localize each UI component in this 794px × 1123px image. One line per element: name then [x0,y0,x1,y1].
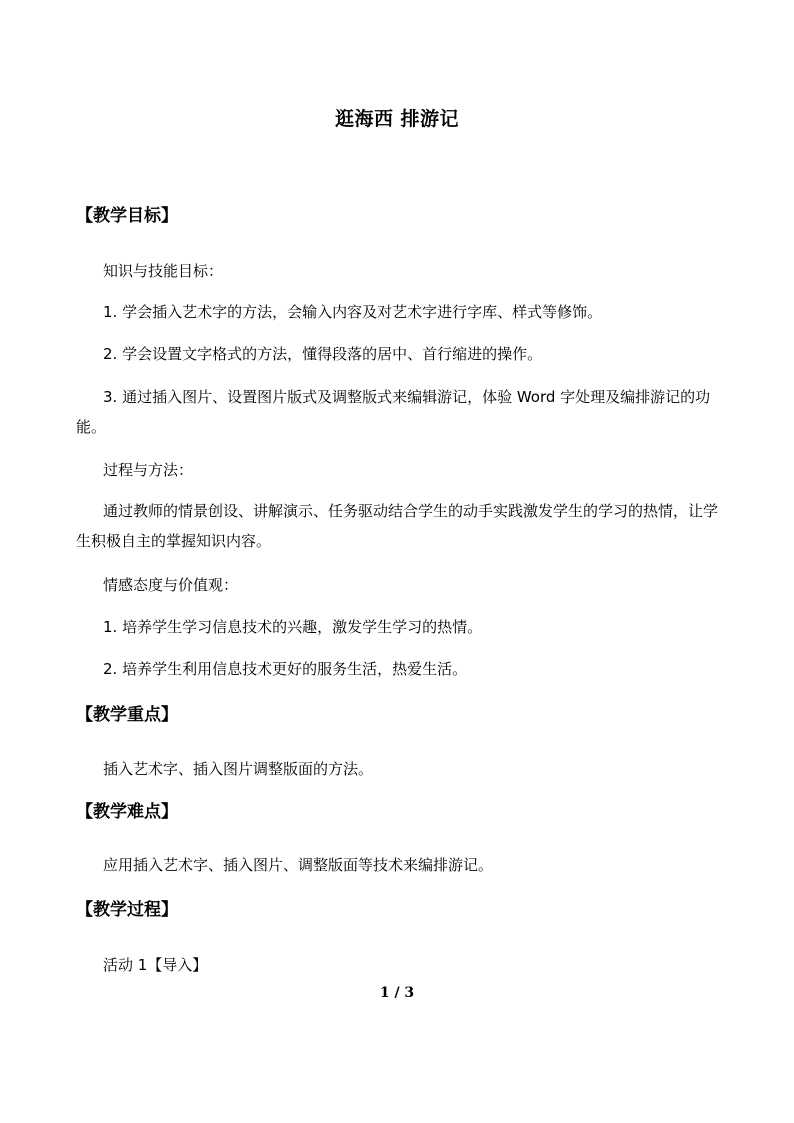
goal-item-2: 2. 学会设置文字格式的方法，懂得段落的居中、首行缩进的操作。 [103,345,543,363]
document-title: 逛海西 排游记 [334,108,460,130]
goal-item-3: 3. 通过插入图片、设置图片版式及调整版式来编辑游记，体验 Word 字处理及编排游记的功能。 [76,388,711,436]
section-heading-key-points: 【教学重点】 [76,705,178,725]
page-number: 1 / 3 [379,985,415,1001]
difficulties-text: 应用插入艺术字、插入图片、调整版面等技术来编排游记。 [103,856,494,874]
activity-1: 活动 1【导入】 [103,956,208,974]
emotion-label: 情感态度与价值观： [103,576,239,594]
section-heading-goals: 【教学目标】 [76,206,178,226]
goal-item-1: 1. 学会插入艺术字的方法，会输入内容及对艺术字进行字库、样式等修饰。 [103,303,603,321]
section-heading-process: 【教学过程】 [76,900,178,920]
process-text: 通过教师的情景创设、讲解演示、任务驱动结合学生的动手实践激发学生的学习的热情，让学生积极自主的掌握知识内容。 [76,502,719,550]
key-points-text: 插入艺术字、插入图片调整版面的方法。 [103,760,374,778]
section-heading-difficulties: 【教学难点】 [76,802,178,822]
emotion-item-1: 1. 培养学生学习信息技术的兴趣，激发学生学习的热情。 [103,618,483,636]
knowledge-label: 知识与技能目标： [103,262,224,280]
emotion-item-2: 2. 培养学生利用信息技术更好的服务生活，热爱生活。 [103,660,468,678]
process-label: 过程与方法： [103,461,194,479]
